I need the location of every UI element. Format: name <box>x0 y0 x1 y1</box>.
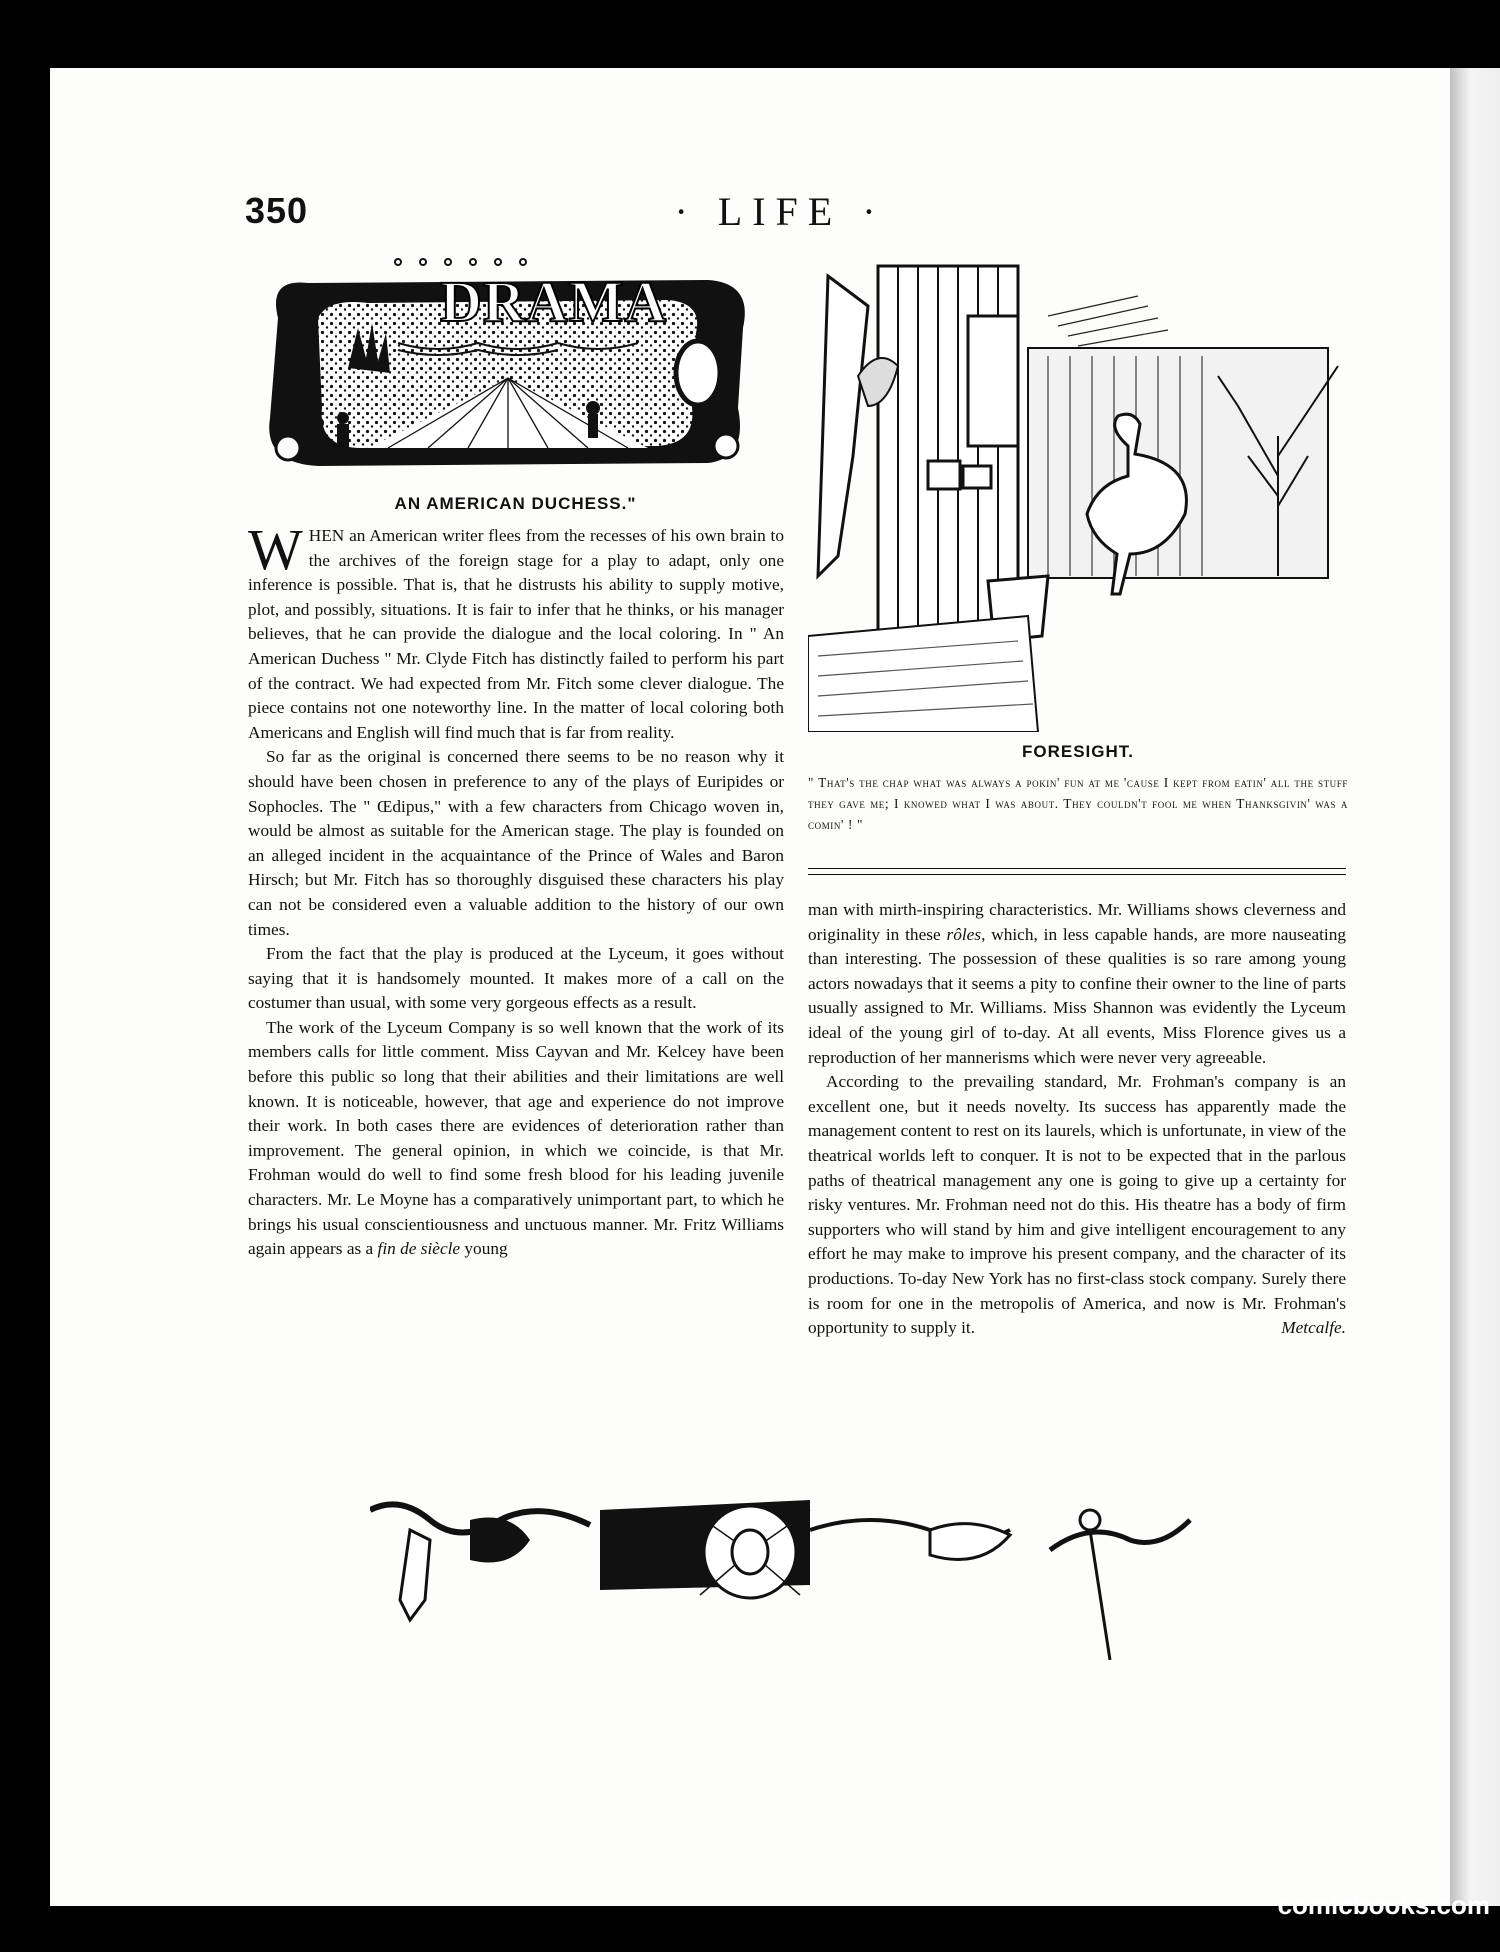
article-column-right <box>808 898 1346 1341</box>
article-paragraph <box>248 1016 784 1262</box>
author-signature: Metcalfe. <box>1281 1318 1346 1338</box>
italic-phrase: rôles, <box>946 924 986 944</box>
source-watermark: comicbooks.com <box>1277 1890 1490 1920</box>
page-number: 350 <box>245 190 309 231</box>
paragraph-text: The work of the Lyceum Company is so well known that the work of its members calls for little comment. Miss Cayvan and Mr. Kelcey have been before this public so long that their abilities and their limitations are well known. It is noticeable, however, that age and experience do not improve their work. In both cases there are evidences of deterioration rather than improvement. The general opinion, in which we coincide, is that Mr. Frohman would do well to find some fresh blood for his leading juvenile characters. Mr. Le Moyne has a comparatively unimportant part, to which he brings his usual conscientiousness and unctuous manner. Mr. Fritz Williams again appears as a <box>248 1017 784 1259</box>
foresight-illustration <box>808 256 1348 732</box>
paragraph-text: HEN an American writer flees from the recesses of his own brain to the archives of the foreign stage for a play to adapt, only one inference is possible. That is, that he distrusts his ability to supply motive, plot, and possibly, situations. It is fair to infer that he thinks, or his manager believes, that he can provide the dialogue and the local coloring. In " An American Duchess " Mr. Clyde Fitch has distinctly failed to perform his part of the contract. We had expected from Mr. Fitch some clever dialogue. The piece contains not one noteworthy line. In the matter of local coloring both Americans and English will find much that is far from reality. <box>248 526 784 742</box>
illustration-caption: " That's the chap what was always a pokin' fun at me 'cause I kept from eatin' all the stuff they gave me; I knowed what I was about. They couldn't fool me when Thanksgivin' was a comin' ! " <box>808 775 1348 832</box>
article-paragraph <box>248 517 784 745</box>
paragraph-text: man with mirth-inspiring characteristics. Mr. Williams shows cleverness and originality in these <box>808 900 1346 944</box>
drop-cap: W <box>248 517 303 582</box>
paragraph-text: According to the prevailing standard, Mr. Frohman's company is an excellent one, but it needs novelty. Its success has apparently made the management content to rest on its laurels, which is unfortunate, in view of the theatrical worlds left to conquer. It is not to be expected that in the parlous paths of theatrical management any one is going to give up a certainty for risky ventures. Mr. Frohman need not do this. His theatre has a body of firm supporters who will stand by him and give intelligent encouragement to any effort he may make to improve his present company, and the character of its productions. To-day New York has no first-class stock company. Surely there is room for one in the metropolis of America, and now is Mr. Frohman's opportunity to supply it. <box>808 1072 1346 1338</box>
article-paragraph: So far as the original is concerned there seems to be no reason why it should have been chosen in preference to any of the plays of Euripides or Sophocles. The " Œdipus," with a few characters from Chicago woven in, would be almost as suitable for the American stage. The play is founded on an alleged incident in the acquaintance of the Prince of Wales and Baron Hirsch; but Mr. Fitch has so thoroughly disguised these characters his play can not be considered even a valuable addition to the history of our own times. <box>248 747 784 939</box>
illustration-title: FORESIGHT. <box>1021 742 1134 761</box>
decorative-tailpiece <box>370 1490 1210 1660</box>
paragraph-text: young <box>460 1239 508 1259</box>
article-title: AN AMERICAN DUCHESS." <box>394 494 637 513</box>
paragraph-text: which, in less capable hands, are more nauseating than interesting. The possession of these qualities is so rare among young actors nowadays that it seems a pity to confine their owner to the line of parts usually assigned to Mr. Williams. Miss Shannon was evidently the Lyceum ideal of the young girl of to-day. At all events, Miss Florence gives us a reproduction of her mannerisms which were never very agreeable. <box>808 924 1347 1067</box>
article-paragraph <box>808 898 1346 1070</box>
article-column-left <box>248 517 784 1262</box>
divider-rule <box>808 868 1346 869</box>
masthead: · LIFE · <box>674 189 886 234</box>
divider-rule <box>808 874 1346 875</box>
article-paragraph <box>808 1070 1346 1341</box>
italic-phrase: fin de siècle <box>377 1239 461 1259</box>
drama-header-title: DRAMA <box>440 269 668 334</box>
article-paragraph: From the fact that the play is produced at the Lyceum, it goes without saying that it is handsomely mounted. It makes more of a call on the costumer than usual, with some very gorgeous effects as a result. <box>248 944 784 1013</box>
adjacent-page-edge <box>1450 68 1500 1906</box>
